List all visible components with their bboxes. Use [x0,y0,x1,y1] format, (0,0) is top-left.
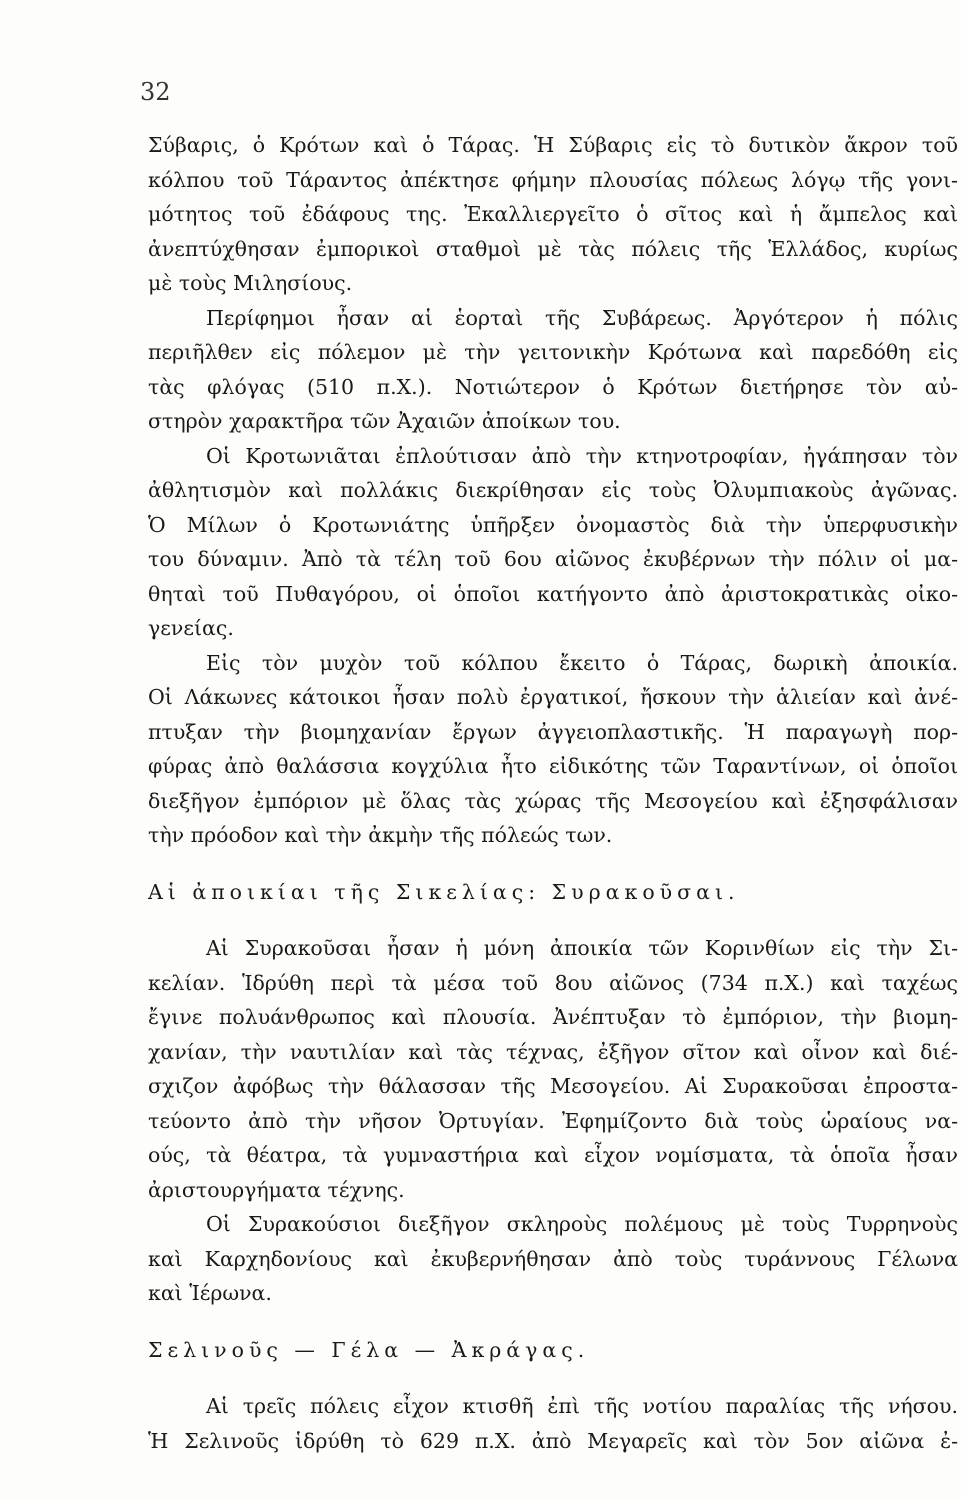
text-line: ούς, τὰ θέατρα, τὰ γυμναστήρια καὶ εἶχον νομίσματα, τὰ ὁποῖα ἦσαν [148,1143,958,1167]
text-line: Ἡ Σελινοῦς ἱδρύθη τὸ 629 π.Χ. ἀπὸ Μεγαρεῖς καὶ τὸν 5ον αἰῶνα ἐ- [148,1428,958,1453]
text-line: Περίφημοι ἦσαν αἱ ἑορταὶ τῆς Συβάρεως. Ἀργότερον ἡ πόλις [206,305,958,330]
text-line: τεύοντο ἀπὸ τὴν νῆσον Ὀρτυγίαν. Ἐφημίζοντο διὰ τοὺς ὡραίους να- [148,1108,958,1133]
text-line: θηταὶ τοῦ Πυθαγόρου, οἱ ὁποῖοι κατήγοντο ἀπὸ ἀριστοκρατικὰς οἰκο- [148,581,958,606]
text-line: του δύναμιν. Ἀπὸ τὰ τέλη τοῦ 6ου αἰῶνος ἐκυβέρνων τὴν πόλιν οἱ μα- [148,547,958,571]
paragraph [148,301,958,439]
text-line: ἀριστουργήματα τέχνης. [148,1177,405,1202]
text-line: κόλπου τοῦ Τάραντος ἀπέκτησε φήμην πλουσίας πόλεως λόγῳ τῆς γονι- [148,167,958,192]
text-line: τὴν πρόοδον καὶ τὴν ἀκμὴν τῆς πόλεώς των. [148,823,613,847]
section-heading: Αἱ ἀποικίαι τῆς Σικελίας: Συρακοῦσαι. [148,879,740,904]
text-line: πτυξαν τὴν βιομηχανίαν ἔργων ἀγγειοπλαστικῆς. Ἡ παραγωγὴ πορ- [148,719,958,744]
text-line: σχιζον ἀφόβως τὴν θάλασσαν τῆς Μεσογείου. Αἱ Συρακοῦσαι ἐπροστα- [148,1074,958,1098]
text-line: χανίαν, τὴν ναυτιλίαν καὶ τὰς τέχνας, ἐξῆγον σῖτον καὶ οἶνον καὶ διέ- [148,1039,958,1064]
text-line: καὶ Καρχηδονίους καὶ ἐκυβερνήθησαν ἀπὸ τοὺς τυράννους Γέλωνα [148,1246,958,1271]
paragraph [148,646,958,853]
text-line: Αἱ τρεῖς πόλεις εἶχον κτισθῆ ἐπὶ τῆς νοτίου παραλίας τῆς νήσου. [206,1394,958,1418]
text-line: Οἱ Συρακούσιοι διεξῆγον σκληροὺς πολέμους μὲ τοὺς Τυρρηνοὺς [206,1212,958,1236]
spacer [148,1367,958,1389]
text-line: Ὁ Μίλων ὁ Κροτωνιάτης ὑπῆρξεν ὀνομαστὸς διὰ τὴν ὑπερφυσικὴν [148,512,958,537]
paragraph [148,931,958,1207]
spacer [148,909,958,931]
text-line: ἀθλητισμὸν καὶ πολλάκις διεκρίθησαν εἰς τοὺς Ὀλυμπιακοὺς ἀγῶνας. [148,478,958,502]
text-line: μὲ τοὺς Μιλησίους. [148,271,353,295]
text-line: τὰς φλόγας (510 π.Χ.). Νοτιώτερον ὁ Κρότων διετήρησε τὸν αὐ- [148,374,958,399]
text-line: διεξῆγον ἐμπόριον μὲ ὅλας τὰς χώρας τῆς Μεσογείου καὶ ἐξησφάλισαν [148,788,958,813]
text-line: Εἰς τὸν μυχὸν τοῦ κόλπου ἔκειτο ὁ Τάρας, δωρικὴ ἀποικία. [206,650,958,675]
text-line: Οἱ Λάκωνες κάτοικοι ἦσαν πολὺ ἐργατικοί, ἤσκουν τὴν ἁλιείαν καὶ ἀνέ- [148,685,958,709]
paragraph [148,1207,958,1311]
text-line: ἔγινε πολυάνθρωπος καὶ πλουσία. Ἀνέπτυξαν τὸ ἐμπόριον, τὴν βιομη- [148,1005,958,1029]
text-line: Σύβαρις, ὁ Κρότων καὶ ὁ Τάρας. Ἡ Σύβαρις εἰς τὸ δυτικὸν ἄκρον τοῦ [148,133,958,157]
spacer [148,1311,958,1333]
text-line: Οἱ Κροτωνιᾶται ἐπλούτισαν ἀπὸ τὴν κτηνοτροφίαν, ἠγάπησαν τὸν [206,443,958,468]
page-number: 32 [140,78,171,106]
text-line: περιῆλθεν εἰς πόλεμον μὲ τὴν γειτονικὴν Κρότωνα καὶ παρεδόθη εἰς [148,340,958,364]
text-line: στηρὸν χαρακτῆρα τῶν Ἀχαιῶν ἀποίκων του. [148,409,621,433]
paragraph [148,439,958,646]
text-line: φύρας ἀπὸ θαλάσσια κογχύλια ἦτο εἰδικότης τῶν Ταραντίνων, οἱ ὁποῖοι [148,754,958,778]
text-line: μότητος τοῦ ἐδάφους της. Ἐκαλλιεργεῖτο ὁ σῖτος καὶ ἡ ἄμπελος καὶ [148,202,958,226]
paragraph [148,128,958,301]
text-line: Αἱ Συρακοῦσαι ἦσαν ἡ μόνη ἀποικία τῶν Κορινθίων εἰς τὴν Σι- [206,936,958,960]
text-line: γενείας. [148,616,234,640]
spacer [148,853,958,875]
text-line: κελίαν. Ἱδρύθη περὶ τὰ μέσα τοῦ 8ου αἰῶνος (734 π.Χ.) καὶ ταχέως [148,970,958,995]
text-line: ἀνεπτύχθησαν ἐμπορικοὶ σταθμοὶ μὲ τὰς πόλεις τῆς Ἑλλάδος, κυρίως [148,236,958,261]
page-body [148,128,958,1458]
paragraph [148,1389,958,1458]
section-heading: Σελινοῦς — Γέλα — Ἀκράγας. [148,1337,590,1362]
text-line: καὶ Ἱέρωνα. [148,1281,272,1305]
